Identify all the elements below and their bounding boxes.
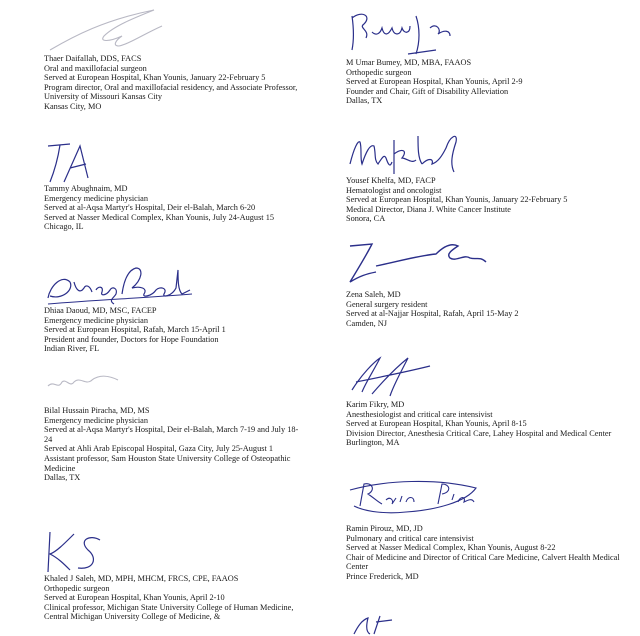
signatory-service: Served at European Hospital, Khan Younis, April 2-9 xyxy=(346,77,523,87)
signatory-entry xyxy=(44,138,306,232)
signatory-service: Served at Nasser Medical Complex, Khan Younis, July 24-August 15 xyxy=(44,212,274,222)
signatory-entry xyxy=(44,370,306,483)
signatory-service: Served at European Hospital, Rafah, March 15-April 1 xyxy=(44,325,226,335)
signatory-name: Bilal Hussain Piracha, MD, MS xyxy=(44,406,150,415)
signatory-entry xyxy=(346,128,626,224)
signatory-location: Dallas, TX xyxy=(346,96,383,106)
signatory-service: Served at Ahli Arab Episcopal Hospital, Gaza City, July 25-August 1 xyxy=(44,444,273,454)
signatory-name: Ramin Pirouz, MD, JD xyxy=(346,524,423,533)
signature-image xyxy=(346,128,476,176)
signatory-service: Served at European Hospital, Khan Younis, April 8-15 xyxy=(346,419,527,429)
signatory-position: Program director, Oral and maxillofacial residency, and Associate Professor, University of Missouri Kansas City xyxy=(44,82,298,102)
signatory-specialty: Hematologist and oncologist xyxy=(346,185,442,195)
signatory-position: Founder and Chair, Gift of Disability Alleviation xyxy=(346,86,509,96)
signatory-position: President and founder, Doctors for Hope Foundation xyxy=(44,334,219,344)
signature-image xyxy=(44,370,134,406)
signatory-specialty: Oral and maxillofacial surgeon xyxy=(44,63,147,73)
signatory-position: Clinical professor, Michigan State University College of Human Medicine, Central Michigan University College of Medicine, & xyxy=(44,602,294,622)
signatory-service: Served at al-Aqsa Martyr's Hospital, Deir el-Balah, March 7-19 and July 18-24 xyxy=(44,425,299,444)
signatory-location: Chicago, IL xyxy=(44,222,84,232)
signatory-name: Karim Fikry, MD xyxy=(346,400,405,409)
signatory-name: Thaer Daifallah, DDS, FACS xyxy=(44,54,142,63)
signature-image xyxy=(44,6,174,54)
signatory-name: Zena Saleh, MD xyxy=(346,290,401,299)
signatory-service: Served at Nasser Medical Complex, Khan Younis, August 8-22 xyxy=(346,543,556,553)
signatory-entry xyxy=(44,528,306,622)
signatory-service: Served at European Hospital, Khan Younis, April 2-10 xyxy=(44,593,225,603)
signatory-position: Medical Director, Diana J. White Cancer Institute xyxy=(346,204,511,214)
signatory-position: Chair of Medicine and Director of Critical Care Medicine, Calvert Health Medical Center xyxy=(346,552,620,572)
signature-image xyxy=(346,236,496,290)
signature-image xyxy=(44,260,194,306)
signatory-location: Prince Frederick, MD xyxy=(346,571,419,581)
signatory-location: Kansas City, MO xyxy=(44,101,102,111)
signature-image xyxy=(346,6,466,58)
signatory-location: Dallas, TX xyxy=(44,473,81,483)
signature-image xyxy=(346,472,486,524)
signatory-service: Served at European Hospital, Khan Younis, January 22-February 5 xyxy=(346,195,568,205)
signatory-name: M Umar Bumey, MD, MBA, FAAOS xyxy=(346,58,472,67)
signatory-specialty: Emergency medicine physician xyxy=(44,315,148,325)
signatory-specialty: Orthopedic surgeon xyxy=(346,67,412,77)
signatory-entry xyxy=(346,350,626,448)
signatory-position: Assistant professor, Sam Houston State University College of Osteopathic Medicine xyxy=(44,453,291,473)
signatory-entry xyxy=(346,6,626,106)
signatory-specialty: Emergency medicine physician xyxy=(44,193,148,203)
signatory-location: Sonora, CA xyxy=(346,214,386,224)
signatory-entry xyxy=(44,6,306,112)
signatory-specialty: Orthopedic surgeon xyxy=(44,583,110,593)
signature-image xyxy=(44,138,174,184)
signatory-entry xyxy=(346,472,626,582)
signatory-name: Khaled J Saleh, MD, MPH, MHCM, FRCS, CPE, FAAOS xyxy=(44,574,239,583)
signature-image xyxy=(346,612,416,636)
signatory-specialty: Anesthesiologist and critical care intensivist xyxy=(346,409,493,419)
signatory-position: Division Director, Anesthesia Critical Care, Lahey Hospital and Medical Center xyxy=(346,428,612,438)
signatory-location: Burlington, MA xyxy=(346,438,400,448)
signatory-location: Camden, NJ xyxy=(346,318,388,328)
signatory-entry xyxy=(346,612,626,636)
signatory-specialty: Emergency medicine physician xyxy=(44,415,148,425)
signatory-service: Served at al-Aqsa Martyr's Hospital, Deir el-Balah, March 6-20 xyxy=(44,203,256,213)
signatory-service: Served at al-Najjar Hospital, Rafah, April 15-May 2 xyxy=(346,309,519,319)
signatory-name: Dhiaa Daoud, MD, MSC, FACEP xyxy=(44,306,157,315)
signatory-entry xyxy=(346,236,626,328)
signatory-location: Indian River, FL xyxy=(44,344,100,354)
signatory-specialty: General surgery resident xyxy=(346,299,428,309)
signatory-entry xyxy=(44,260,306,354)
signatory-specialty: Pulmonary and critical care intensivist xyxy=(346,533,474,543)
signatory-name: Tammy Abughnaim, MD xyxy=(44,184,128,193)
signature-image xyxy=(346,350,436,400)
signatory-service: Served at European Hospital, Khan Younis, January 22-February 5 xyxy=(44,73,266,83)
signature-image xyxy=(44,528,124,574)
signatory-name: Yousef Khelfa, MD, FACP xyxy=(346,176,436,185)
